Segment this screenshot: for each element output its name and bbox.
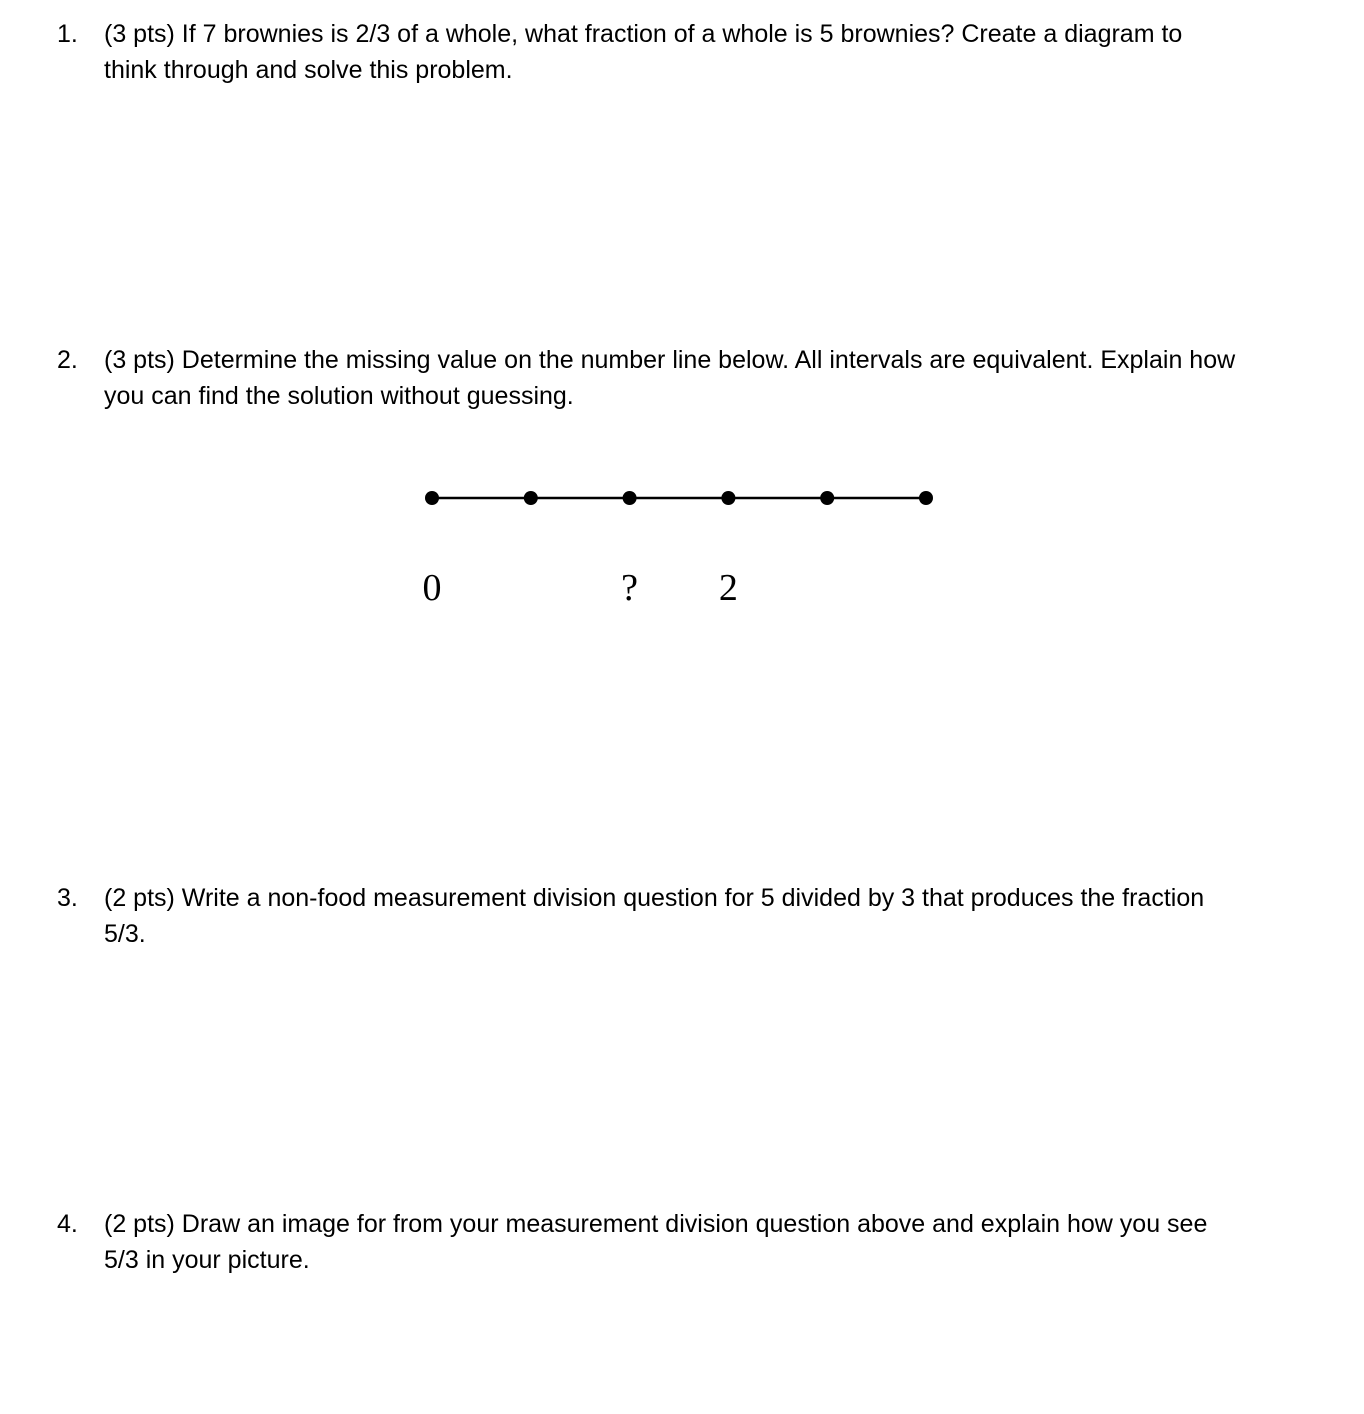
question-text: (3 pts) If 7 brownies is 2/3 of a whole, what fraction of a whole is 5 brownies? Create a diagram to [104,20,1183,48]
question-text-continued: 5/3 in your picture. [104,1246,310,1274]
question-number: 3. [57,884,78,912]
question-number: 2. [57,346,78,374]
number-line-point [919,491,933,505]
question-number: 4. [57,1210,78,1238]
question-text-continued: 5/3. [104,920,146,948]
number-line-point [524,491,538,505]
question-text-continued: think through and solve this problem. [104,56,513,84]
number-line-labels [423,567,738,609]
number-line-label: 2 [718,567,738,609]
number-line-point [820,491,834,505]
question-text-continued: you can find the solution without guessing. [104,382,574,410]
number-line-point [623,491,637,505]
question-number: 1. [57,20,78,48]
number-line-point [721,491,735,505]
question-text: (2 pts) Write a non-food measurement division question for 5 divided by 3 that produces the fraction [104,884,1205,912]
question-text: (2 pts) Draw an image for from your measurement division question above and explain how you see [104,1210,1208,1238]
number-line-point [425,491,439,505]
question-text: (3 pts) Determine the missing value on the number line below. All intervals are equivalent. Explain how [104,346,1236,374]
number-line-label: ? [621,567,639,609]
number-line-label: 0 [422,567,442,609]
